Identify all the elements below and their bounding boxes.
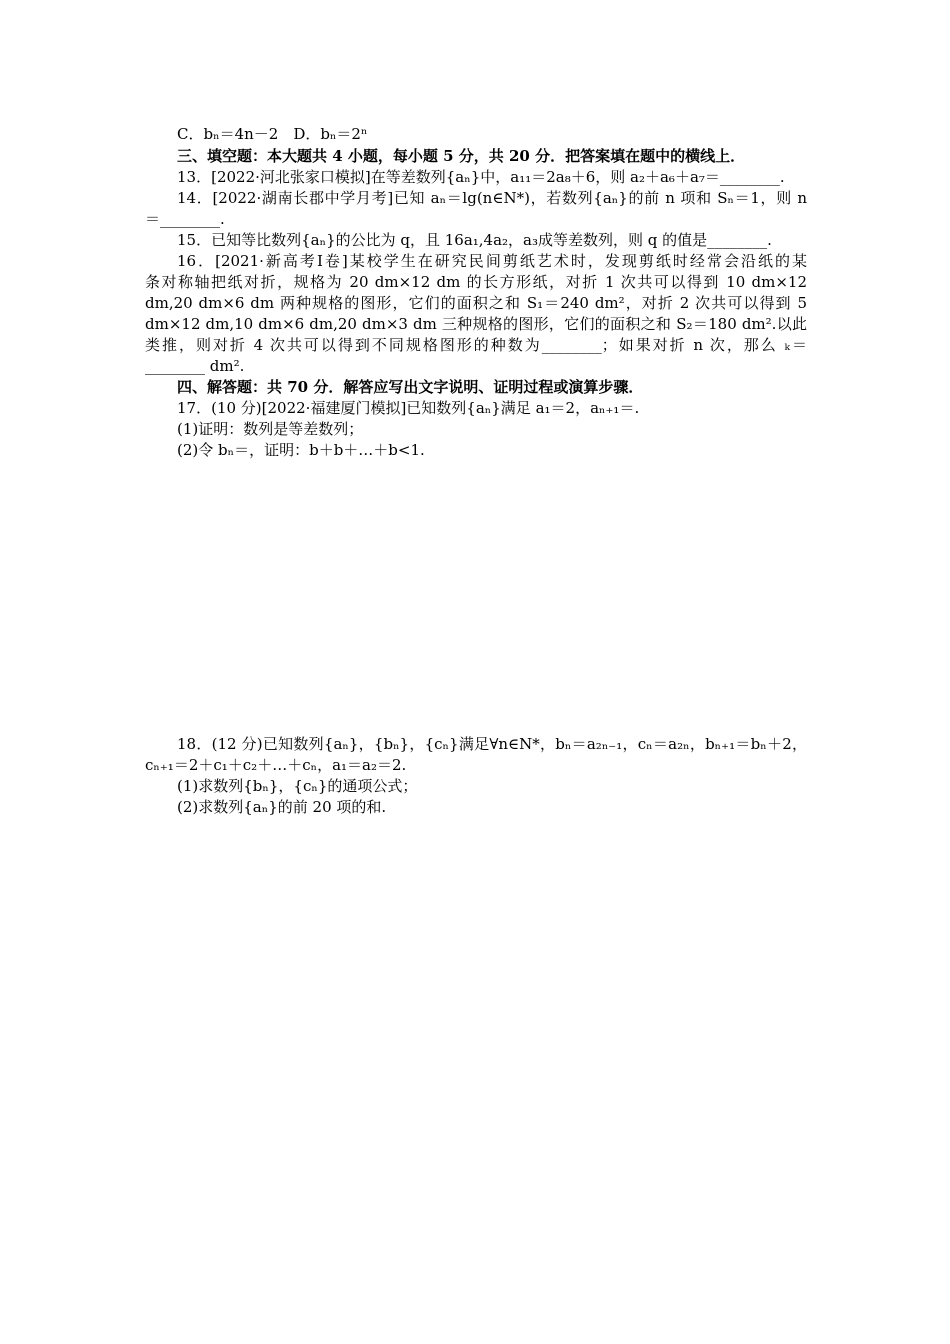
- question-16-line-4: dm×12 dm,10 dm×6 dm,20 dm×3 dm 三种规格的图形，它们的面积之和 S₂＝180 dm².以此: [145, 315, 807, 333]
- question-13: 13．[2022·河北张家口模拟]在等差数列{aₙ}中，a₁₁＝2a₈＋6，则 a₂＋a₆＋a₇＝________.: [177, 168, 785, 186]
- section-heading-solutions: 四、解答题：共 70 分．解答应写出文字说明、证明过程或演算步骤．: [177, 378, 644, 396]
- section-heading-fill-in: 三、填空题：本大题共 4 小题，每小题 5 分，共 20 分．把答案填在题中的横线上．: [177, 147, 746, 165]
- question-17-part-1: (1)证明：数列是等差数列；: [177, 420, 364, 438]
- question-18-line-2: cₙ₊₁＝2＋c₁＋c₂＋…＋cₙ，a₁＝a₂＝2.: [145, 756, 407, 774]
- question-14-continued: ＝________.: [145, 210, 225, 228]
- question-18-part-1: (1)求数列{bₙ}，{cₙ}的通项公式；: [177, 777, 418, 795]
- question-17: 17．(10 分)[2022·福建厦门模拟]已知数列{aₙ}满足 a₁＝2，aₙ₊₁＝.: [177, 399, 640, 417]
- choice-cd: C．bₙ＝4n－2 D．bₙ＝2ⁿ: [177, 125, 368, 143]
- question-16-line-6: ________ dm².: [145, 357, 245, 375]
- question-16: 16．[2021·新高考Ⅰ卷]某校学生在研究民间剪纸艺术时，发现剪纸时经常会沿纸的某: [177, 252, 807, 270]
- question-16-line-3: dm,20 dm×6 dm 两种规格的图形，它们的面积之和 S₁＝240 dm²，对折 2 次共可以得到 5: [145, 294, 807, 312]
- question-16-line-5: 类推，则对折 4 次共可以得到不同规格图形的种数为________；如果对折 n 次，那么 ₖ＝: [145, 336, 807, 354]
- question-15: 15．已知等比数列{aₙ}的公比为 q，且 16a₁,4a₂，a₃成等差数列，则 q 的值是________.: [177, 231, 772, 249]
- question-18: 18．(12 分)已知数列{aₙ}，{bₙ}，{cₙ}满足∀n∈N*，bₙ＝a₂ₙ₋₁，cₙ＝a₂ₙ，bₙ₊₁＝bₙ＋2，: [177, 735, 807, 753]
- question-18-part-2: (2)求数列{aₙ}的前 20 项的和.: [177, 798, 387, 816]
- question-17-part-2: (2)令 bₙ＝，证明：b＋b＋…＋b<1.: [177, 441, 425, 459]
- question-16-line-2: 条对称轴把纸对折，规格为 20 dm×12 dm 的长方形纸，对折 1 次共可以得到 10 dm×12: [145, 273, 807, 291]
- question-14: 14．[2022·湖南长郡中学月考]已知 aₙ＝lg(n∈N*)，若数列{aₙ}的前 n 项和 Sₙ＝1，则 n: [177, 189, 807, 207]
